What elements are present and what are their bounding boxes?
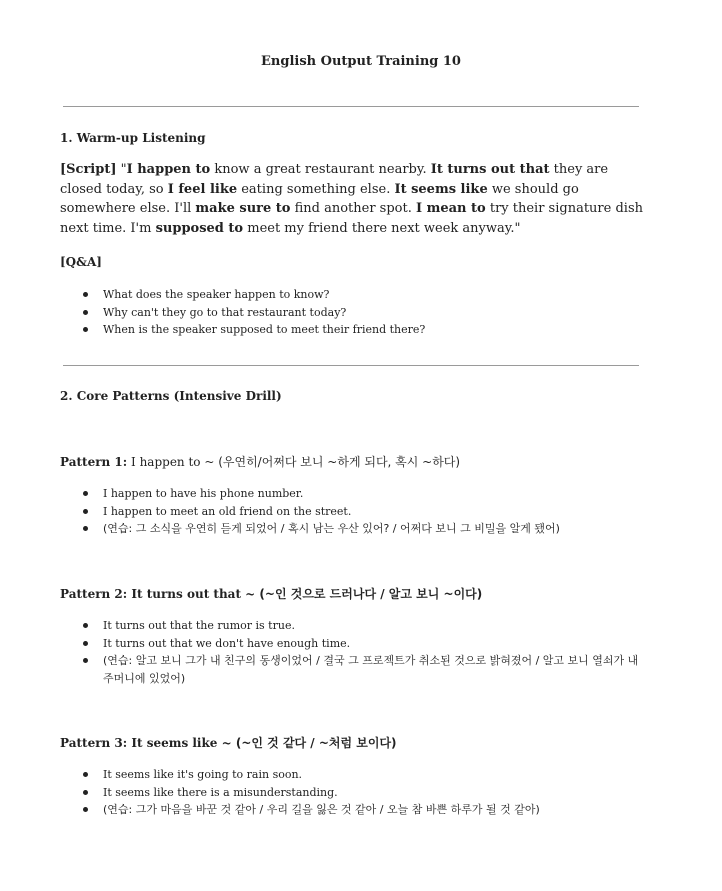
example-list-1 (82, 485, 642, 538)
script-key-phrase: make sure to (195, 201, 291, 216)
qa-label: [Q&A] (60, 255, 102, 269)
pattern-expression: It turns out that ~ (127, 587, 260, 601)
script-label: [Script] (60, 162, 117, 177)
listening-script (60, 160, 650, 238)
script-text: know a great restaurant nearby. (210, 162, 431, 177)
example-list-2 (82, 617, 642, 687)
script-key-phrase: supposed to (155, 220, 244, 236)
list-item: I happen to have his phone number. (82, 485, 642, 503)
question-list (82, 286, 642, 339)
list-item: When is the speaker supposed to meet their friend there? (82, 321, 642, 339)
pattern-meaning: (~인 것 같다 / ~처럼 보이다) (235, 736, 397, 750)
pattern-heading-1 (60, 453, 460, 470)
list-item: I happen to meet an old friend on the street. (82, 503, 642, 521)
script-text: eating something else. (237, 181, 395, 197)
list-item: It seems like there is a misunderstanding. (82, 784, 642, 802)
script-text: they are closed today, so (60, 162, 609, 197)
pattern-meaning: (~인 것으로 드러나다 / 알고 보니 ~이다) (259, 587, 483, 601)
section-heading-warmup: 1. Warm-up Listening (60, 131, 206, 145)
script-text: meet my friend there next week anyway." (243, 220, 521, 236)
script-key-phrase: I mean to (416, 201, 486, 216)
pattern-heading-3 (60, 734, 397, 751)
list-item: It turns out that the rumor is true. (82, 617, 642, 635)
script-body (60, 162, 643, 236)
pattern-expression: I happen to ~ (127, 455, 219, 469)
pattern-heading-2 (60, 585, 482, 602)
script-text: we should go somewhere else. I'll (60, 181, 579, 216)
pattern-label: Pattern 2: (60, 587, 128, 601)
divider (63, 365, 639, 366)
practice-item: (연습: 그 소식을 우연히 듣게 되었어 / 혹시 남는 우산 있어? / 어쩌다 보니 그 비밀을 알게 됐어) (82, 520, 642, 538)
script-text: try their signature dish next time. I'm (60, 201, 643, 236)
list-item: It turns out that we don't have enough time. (82, 635, 642, 653)
pattern-label: Pattern 1: (60, 455, 128, 469)
script-key-phrase: It turns out that (430, 162, 550, 177)
script-key-phrase: It seems like (394, 181, 488, 197)
list-item: It seems like it's going to rain soon. (82, 766, 642, 784)
pattern-meaning: (우연히/어쩌다 보니 ~하게 되다, 혹시 ~하다) (218, 455, 461, 469)
list-item: What does the speaker happen to know? (82, 286, 642, 304)
script-key-phrase: I happen to (126, 162, 211, 177)
document-title: English Output Training 10 (261, 54, 461, 69)
practice-item: (연습: 알고 보니 그가 내 친구의 동생이었어 / 결국 그 프로젝트가 취소된 것으로 밝혀졌어 / 알고 보니 열쇠가 내 주머니에 있었어) (82, 652, 642, 687)
script-text: " (116, 162, 127, 177)
practice-item: (연습: 그가 마음을 바꾼 것 같아 / 우리 길을 잃은 것 같아 / 오늘 참 바쁜 하루가 될 것 같아) (82, 801, 642, 819)
divider (63, 106, 639, 107)
script-key-phrase: I feel like (167, 181, 238, 197)
section-heading-patterns: 2. Core Patterns (Intensive Drill) (60, 389, 282, 403)
pattern-expression: It seems like ~ (127, 736, 236, 750)
script-text: find another spot. (290, 201, 416, 216)
pattern-label: Pattern 3: (60, 736, 128, 750)
list-item: Why can't they go to that restaurant today? (82, 304, 642, 322)
example-list-3 (82, 766, 642, 819)
